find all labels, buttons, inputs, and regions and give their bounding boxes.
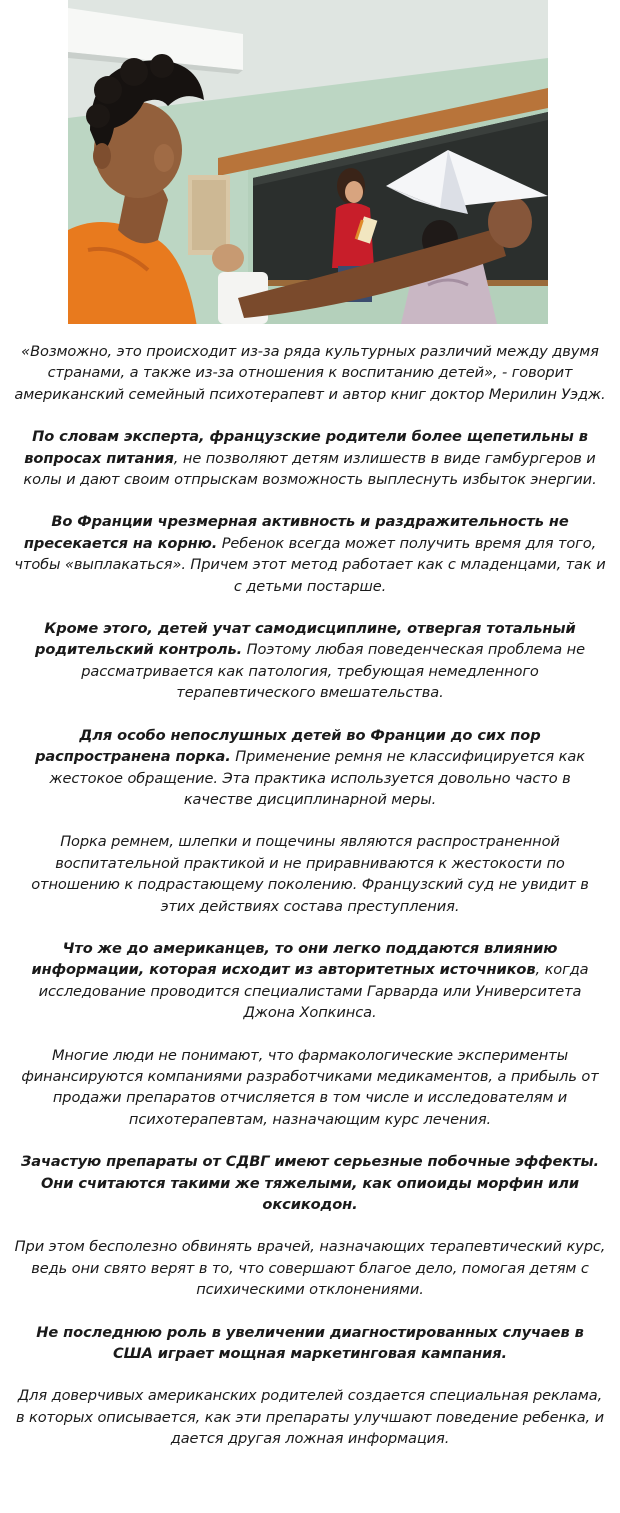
paragraph-marketing: Не последнюю роль в увеличении диагностированных случаев в США играет мощная маркетинговая кампания. [36,1323,584,1363]
paragraph-side-effects: Зачастую препараты от СДВГ имеют серьезные побочные эффекты. Они считаются такими же тяжелыми, как опиоиды морфин или оксикодон. [21,1153,599,1213]
paragraph-quote: «Возможно, это происходит из-за ряда культурных различий между двумя странами, а также из-за отношения к воспитанию детей», - говорит американский семейный психотерапевт и автор книг доктор Мерилин Уэдж. [14,343,606,403]
paragraph-funding: Многие люди не понимают, что фармакологические эксперименты финансируются компаниями разработчиками медикаментов, а прибыль от продажи препаратов отчисляется в том числе и исследователям и психотерапевтам, назначающим курс лечения. [21,1046,599,1128]
paragraph-americans: Что же до американцев, то они легко поддаются влиянию информации, которая исходит из авторитетных источников, когда исследование проводится специалистами Гарварда или Университета Джона Хопкинса. [31,939,589,1022]
paragraph-nutrition: По словам эксперта, французские родители более щепетильны в вопросах питания, не позволяют детям излишеств в виде гамбургеров и колы и дают своим отпрыскам возможность выплеснуть избыток энергии. [23,428,597,489]
paragraph-spanking: Для особо непослушных детей во Франции до сих пор распространена порка. Применение ремня не классифицируется как жестокое обращение. Эта практика используется довольно часто в качестве дисциплинарной меры. [35,726,585,808]
paragraph-court: Порка ремнем, шлепки и пощечины являются распространенной воспитательной практикой и не приравниваются к жестокости по отношению к подрастающему поколению. Французский суд не увидит в этих действиях состава преступления. [31,833,589,915]
paragraph-advertising: Для доверчивых американских родителей создается специальная реклама, в которых описывается, как эти препараты улучшают поведение ребенка, и дается другая ложная информация. [15,1387,605,1448]
article-body [14,341,606,1471]
classroom-photo [68,0,548,324]
paragraph-doctors: При этом бесполезно обвинять врачей, назначающих терапевтический курс, ведь они свято верят в то, что совершают благое дело, помогая детям с психическими отклонениями. [14,1238,606,1299]
paragraph-self-discipline: Кроме этого, детей учат самодисциплине, отвергая тотальный родительский контроль. Поэтому любая поведенческая проблема не рассматривается как патология, требующая немедленного терапевтического вмешательства. [35,620,585,702]
paragraph-activity: Во Франции чрезмерная активность и раздражительность не пресекается на корню. Ребенок всегда может получить время для того, чтобы «выплакаться». Причем этот метод работает как с младенцами, так и с детьми постарше. [14,513,606,595]
